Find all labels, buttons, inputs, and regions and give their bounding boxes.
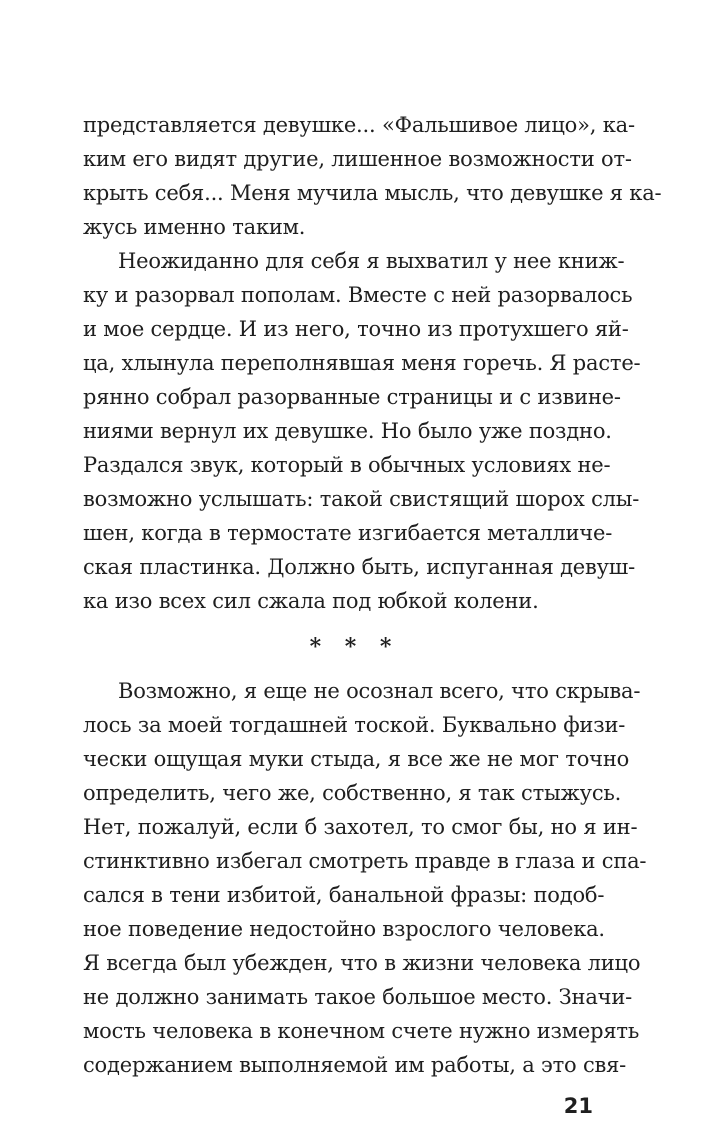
text-line: Раздался звук, который в обычных условиях не- [83,453,611,477]
text-line: шен, когда в термостате изгибается металличе- [83,521,613,545]
text-line: ким его видят другие, лишенное возможности от- [83,147,632,171]
page-number: 21 [563,1094,593,1118]
text-line: представляется девушке... «Фальшивое лицо», ка- [83,113,635,137]
text-line: определить, чего же, собственно, я так стыжусь. [83,781,622,805]
text-line: чески ощущая муки стыда, я все же не мог точно [83,747,630,771]
scene-separator: * * * [309,634,400,660]
text-line: сался в тени избитой, банальной фразы: подоб- [83,883,605,907]
text-line: Неожиданно для себя я выхватил у нее книж- [118,249,625,273]
text-line: не должно занимать такое большое место. Значи- [83,985,633,1009]
text-line: ку и разорвал пополам. Вместе с ней разорвалось [83,283,633,307]
text-line: стинктивно избегал смотреть правде в глаза и спа- [83,849,647,873]
text-line: ца, хлынула переполнявшая меня горечь. Я расте- [83,351,641,375]
text-line: возможно услышать: такой свистящий шорох слы- [83,487,640,511]
text-line: ка изо всех сил сжала под юбкой колени. [83,589,539,613]
text-line: ное поведение недостойно взрослого человека. [83,917,605,941]
text-line: лось за моей тогдашней тоской. Буквально физи- [83,713,626,737]
text-line: и мое сердце. И из него, точно из протухшего яй- [83,317,629,341]
text-line: Нет, пожалуй, если б захотел, то смог бы, но я ин- [83,815,638,839]
text-line: Возможно, я еще не осознал всего, что скрыва- [118,679,641,703]
text-line: жусь именно таким. [83,215,306,239]
text-line: Я всегда был убежден, что в жизни человека лицо [83,951,641,975]
text-line: мость человека в конечном счете нужно измерять [83,1019,640,1043]
text-line: рянно собрал разорванные страницы и с извине- [83,385,621,409]
text-line: крыть себя... Меня мучила мысль, что девушке я ка- [83,181,662,205]
text-line: ская пластинка. Должно быть, испуганная девуш- [83,555,636,579]
text-line: ниями вернул их девушке. Но было уже поздно. [83,419,612,443]
text-line: содержанием выполняемой им работы, а это свя- [83,1053,627,1077]
